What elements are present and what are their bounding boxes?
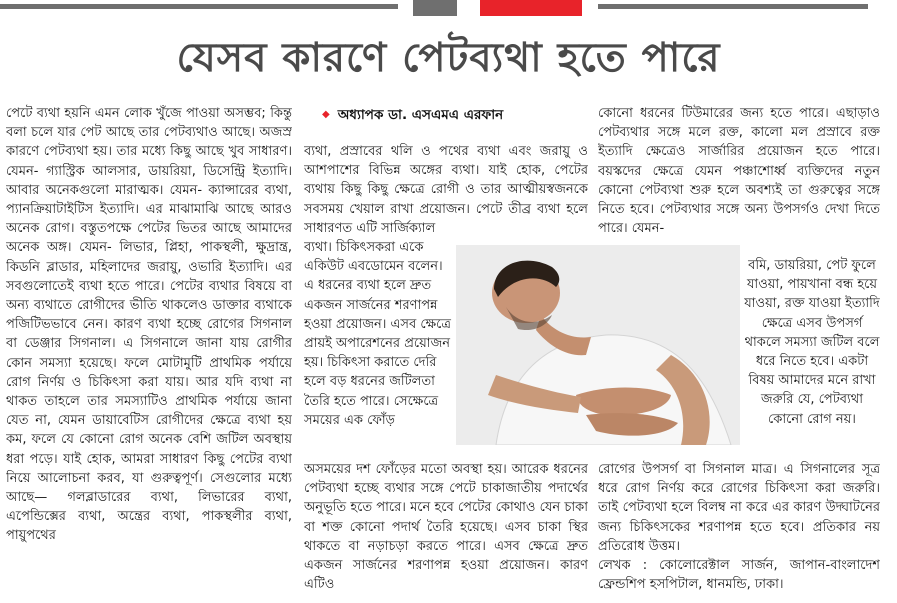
column-3-bottom-text: রোগের উপসর্গ বা সিগনাল মাত্র। এ সিগনালের সূত্র ধরে রোগ নির্ণয় করে রোগের চিকিৎসা করা জরুরি। তাই পেটব্যথা হলে বিলম্ব না করে এর কারণ উদ্ঘাটনের জন্য চিকিৎসকের শরণাপন্ন হতে হবে। প্রতিকার নয় প্রতিরোধ উত্তম।: [598, 462, 880, 554]
article-column-2-bottom: [304, 460, 588, 600]
column-3-wrap-text: বমি, ডায়রিয়া, পেট ফুলে যাওয়া, পায়খানা বন্ধ হয়ে যাওয়া, রক্ত যাওয়া ইত্যাদি ক্ষেত্রে এসব উপসর্গ থাকলে সমস্যা জটিল বলে ধরে নিতে হবে। একটা বিষয় আমাদের মনে রাখা জরুরি যে, পেটব্যথা কোনো রোগ নয়।: [744, 258, 880, 427]
article-column-3-bottom: [598, 460, 880, 556]
diamond-bullet-icon: ◆: [322, 109, 330, 120]
section-logo-box: [413, 0, 457, 16]
article-column-3-top: [598, 104, 880, 254]
article-column-3-wrap: [744, 256, 880, 456]
author-byline: [322, 104, 586, 128]
article-column-1: [6, 104, 292, 600]
section-red-tab: [480, 0, 582, 16]
author-footnote-text: লেখক : কোলোরেক্টাল সার্জন, জাপান-বাংলাদেশ ফ্রেন্ডশিপ হসপিটাল, ধানমন্ডি, ঢাকা।: [598, 558, 880, 593]
column-2-top-text: ব্যথা, প্রস্রাবের থলি ও পথের ব্যথা এবং জরায়ু ও আশপাশের বিভিন্ন অঙ্গের ব্যথা। যাই হোক, পেটের ব্যথায় কিছু কিছু ক্ষেত্রে রোগী ও তার আত্মীয়স্বজনকে সবসময় খেয়াল রাখা প্রয়োজন। পেটে তীব্র ব্যথা হলে সাধারণত এটি সার্জিক্যাল: [304, 144, 588, 236]
man-with-stomach-pain-photo: [456, 245, 740, 445]
column-2-bottom-text: অসময়ের দশ ফোঁড়ের মতো অবস্থা হয়। আরেক ধরনের পেটব্যথা হচ্ছে ব্যথার সঙ্গে পেটে চাকাজাতীয় পদার্থের অনুভূতি হতে পারে। মনে হবে পেটের কোথাও যেন চাকা বা শক্ত কোনো পদার্থ তৈরি হয়েছে। এসব চাকা স্থির থাকতে বা নড়াচড়া করতে পারে। এসব ক্ষেত্রে দ্রুত একজন সার্জনের শরণাপন্ন হওয়া প্রয়োজন। কারণ এটিও: [304, 462, 588, 593]
stomach-pain-illustration: [456, 245, 740, 445]
top-rule-left: [0, 4, 398, 9]
column-2-wrap-text: ব্যথা। চিকিৎসকরা একে একিউট এবডোমেন বলেন। এ ধরনের ব্যথা হলে দ্রুত একজন সার্জনের শরণাপন্ন হওয়া প্রয়োজন। এসব ক্ষেত্রে প্রায়ই অপারেশনের প্রয়োজন হয়। চিকিৎসা করাতে দেরি হলে বড় ধরনের জটিলতা তৈরি হতে পারে। সেক্ষেত্রে সময়ের এক ফোঁড়: [304, 240, 451, 428]
author-footnote: [598, 556, 880, 600]
author-name: অধ্যাপক ডা. এসএমএ এরফান: [337, 107, 504, 123]
column-1-text: পেটে ব্যথা হয়নি এমন লোক খুঁজে পাওয়া অসম্ভব; কিন্তু বলা চলে যার পেট আছে তার পেটব্যথাও আছে। অজস্র কারণে পেটব্যথা হয়। তার মধ্যে কিছু আছে খুব সাধারণ। যেমন- গ্যাস্ট্রিক আলসার, ডায়রিয়া, ডিসেন্ট্রি ইত্যাদি। আবার অনেকগুলো মারাত্মক। যেমন- ক্যান্সারের ব্যথা, প্যানক্রিয়াটাইটিস ইত্যাদি। এর মাঝামাঝি আছে আরও অনেক রোগ। বস্তুতপক্ষে পেটের ভিতর আছে আমাদের অনেক অঙ্গ। যেমন- লিভার, প্লিহা, পাকস্থলী, ক্ষুদ্রান্ত্র, কিডনি ব্লাডার, মহিলাদের জরায়ু, ওভারি ইত্যাদি। এর সবগুলোতেই ব্যথা হতে পারে। পেটের ব্যথার বিষয়ে বা অন্য ব্যথাতে রোগীদের ভীতি থাকলেও ডাক্তার ব্যথাকে পজিটিভভাবে নেন। কারণ ব্যথা হচ্ছে রোগের সিগনাল বা ডেঞ্জার সিগনাল। এ সিগনালে জানা যায় রোগীর কোন সমস্যা হয়েছে। ফলে মোটামুটি প্রাথমিক পর্যায়ে রোগ নির্ণয় ও চিকিৎসা করা যায়। আর যদি ব্যথা না থাকত তাহলে তার সমস্যাটিও প্রাথমিক পর্যায়ে জানা যেত না, যেমন ডায়াবেটিস রোগীদের ক্ষেত্রে ব্যথা হয় কম, ফলে যে কোনো রোগ অনেক বেশি জটিল অবস্থায় ধরা পড়ে। যাই হোক, আমরা সাধারণ কিছু পেটের ব্যথা নিয়ে আলোচনা করব, যা গুরুত্বপূর্ণ। সেগুলোর মধ্যে আছে— গলব্লাডারের ব্যথা, লিভারের ব্যথা, এপেন্ডিক্সের ব্যথা, অন্ত্রের ব্যথা, পাকস্থলীর ব্যথা, পায়ুপথের: [6, 106, 292, 544]
article-column-2-top: [304, 142, 588, 238]
top-rule-right: [598, 4, 868, 9]
article-headline: যেসব কারণে পেটব্যথা হতে পারে: [176, 35, 721, 81]
column-3-top-text: কোনো ধরনের টিউমারের জন্য হতে পারে। এছাড়াও পেটব্যথার সঙ্গে মলে রক্ত, কালো মল প্রস্রাবে রক্ত ইত্যাদি ক্ষেত্রেও সার্জারির প্রয়োজন হতে পারে। বয়স্কদের ক্ষেত্রে যেমন পঞ্চাশোর্ধ্ব ব্যক্তিদের নতুন কোনো পেটব্যথা শুরু হলে অবশ্যই তা গুরুত্বের সঙ্গে নিতে হবে। পেটব্যথার সঙ্গে অন্য উপসর্গও দেখা দিতে পারে। যেমন-: [598, 106, 880, 237]
article-column-2-wrap: [304, 238, 452, 460]
